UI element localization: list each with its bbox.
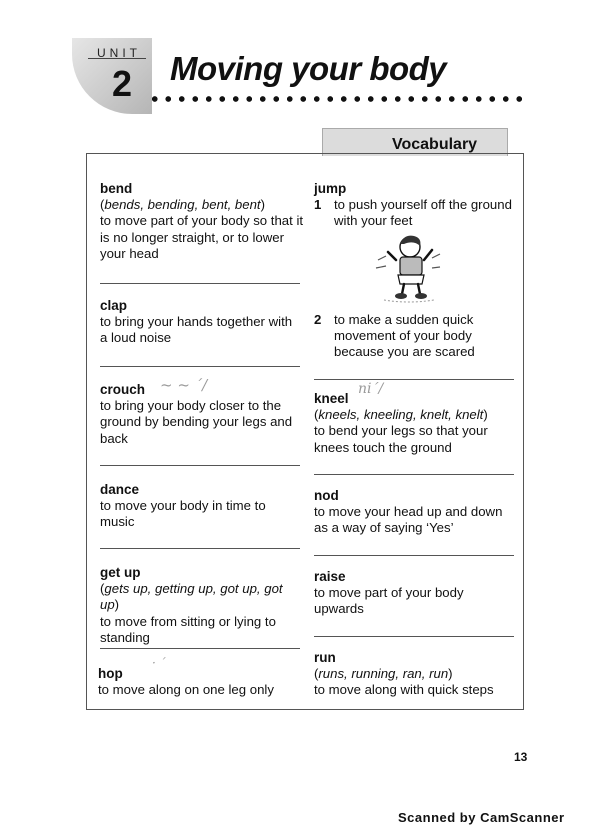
divider — [100, 465, 300, 466]
unit-number: 2 — [112, 63, 133, 104]
title-dotted-rule — [148, 95, 530, 103]
headword: dance — [100, 482, 140, 497]
definition: to move your head up and down as a way of saying ‘Yes’ — [314, 504, 503, 536]
definition: to bend your legs so that your knees touch the ground — [314, 423, 488, 455]
headword: raise — [314, 569, 346, 584]
entry-run — [314, 650, 519, 699]
headword: crouch — [100, 382, 146, 397]
headword: clap — [100, 298, 128, 313]
entry-nod — [314, 488, 514, 537]
entry-bend — [100, 181, 305, 262]
sense-definition: to push yourself off the ground with your feet — [334, 197, 512, 229]
page-title: Moving your body — [170, 50, 447, 87]
pencil-scribble: niˊ/ — [358, 381, 384, 397]
sense-definition: to make a sudden quick movement of your body because you are scared — [334, 312, 475, 360]
inflections-line: (bends, bending, bent, bent) — [100, 197, 265, 213]
divider — [314, 555, 514, 556]
inflections-line: (gets up, getting up, got up, got up) — [100, 581, 283, 613]
headword: hop — [98, 666, 123, 681]
headword: jump — [314, 181, 347, 196]
headword: get up — [100, 565, 141, 580]
entry-hop — [98, 666, 303, 698]
headword: kneel — [314, 391, 349, 406]
inflections: runs, running, ran, run — [318, 666, 449, 682]
unit-label: UNIT — [97, 46, 141, 60]
inflections: gets up, getting up, got up, got up — [100, 581, 283, 613]
entry-clap — [100, 298, 295, 347]
entry-dance — [100, 482, 295, 531]
sense-number: 2 — [314, 312, 322, 327]
definition: to move part of your body upwards — [314, 585, 464, 617]
headword: bend — [100, 181, 133, 196]
definition: to bring your body closer to the ground by bending your legs and back — [100, 398, 293, 446]
pencil-scribble: · ˊ — [152, 656, 166, 670]
divider — [314, 379, 514, 380]
definition: to move your body in time to music — [100, 498, 266, 530]
inflections-line: (kneels, kneeling, knelt, knelt) — [314, 407, 488, 423]
sense-number: 1 — [314, 197, 322, 212]
definition: to move part of your body so that it is no longer straight, or to lower your head — [100, 213, 304, 261]
inflections: bends, bending, bent, bent — [104, 197, 261, 213]
divider — [100, 366, 300, 367]
section-tab-label: Vocabulary — [392, 136, 478, 153]
headword: nod — [314, 488, 339, 503]
inflections-line: (runs, running, ran, run) — [314, 666, 453, 682]
entry-kneel — [314, 391, 519, 456]
definition: to move along on one leg only — [98, 682, 274, 698]
entry-raise — [314, 569, 514, 618]
page-number: 13 — [514, 750, 528, 764]
jumping-child-illustration — [374, 234, 442, 304]
scanner-watermark: Scanned by CamScanner — [398, 810, 565, 825]
definition: to move along with quick steps — [314, 682, 494, 698]
divider — [100, 548, 300, 549]
entry-get-up — [100, 565, 305, 646]
divider — [314, 474, 514, 475]
definition: to bring your hands together with a loud noise — [100, 314, 293, 346]
definition: to move from sitting or lying to standing — [100, 613, 276, 645]
entry-jump — [314, 181, 514, 197]
divider — [314, 636, 514, 637]
inflections: kneels, kneeling, knelt, knelt — [318, 407, 484, 423]
divider — [100, 283, 300, 284]
pencil-scribble: ~ ~ ˊ/ — [160, 376, 208, 394]
divider — [100, 648, 300, 649]
headword: run — [314, 650, 336, 665]
